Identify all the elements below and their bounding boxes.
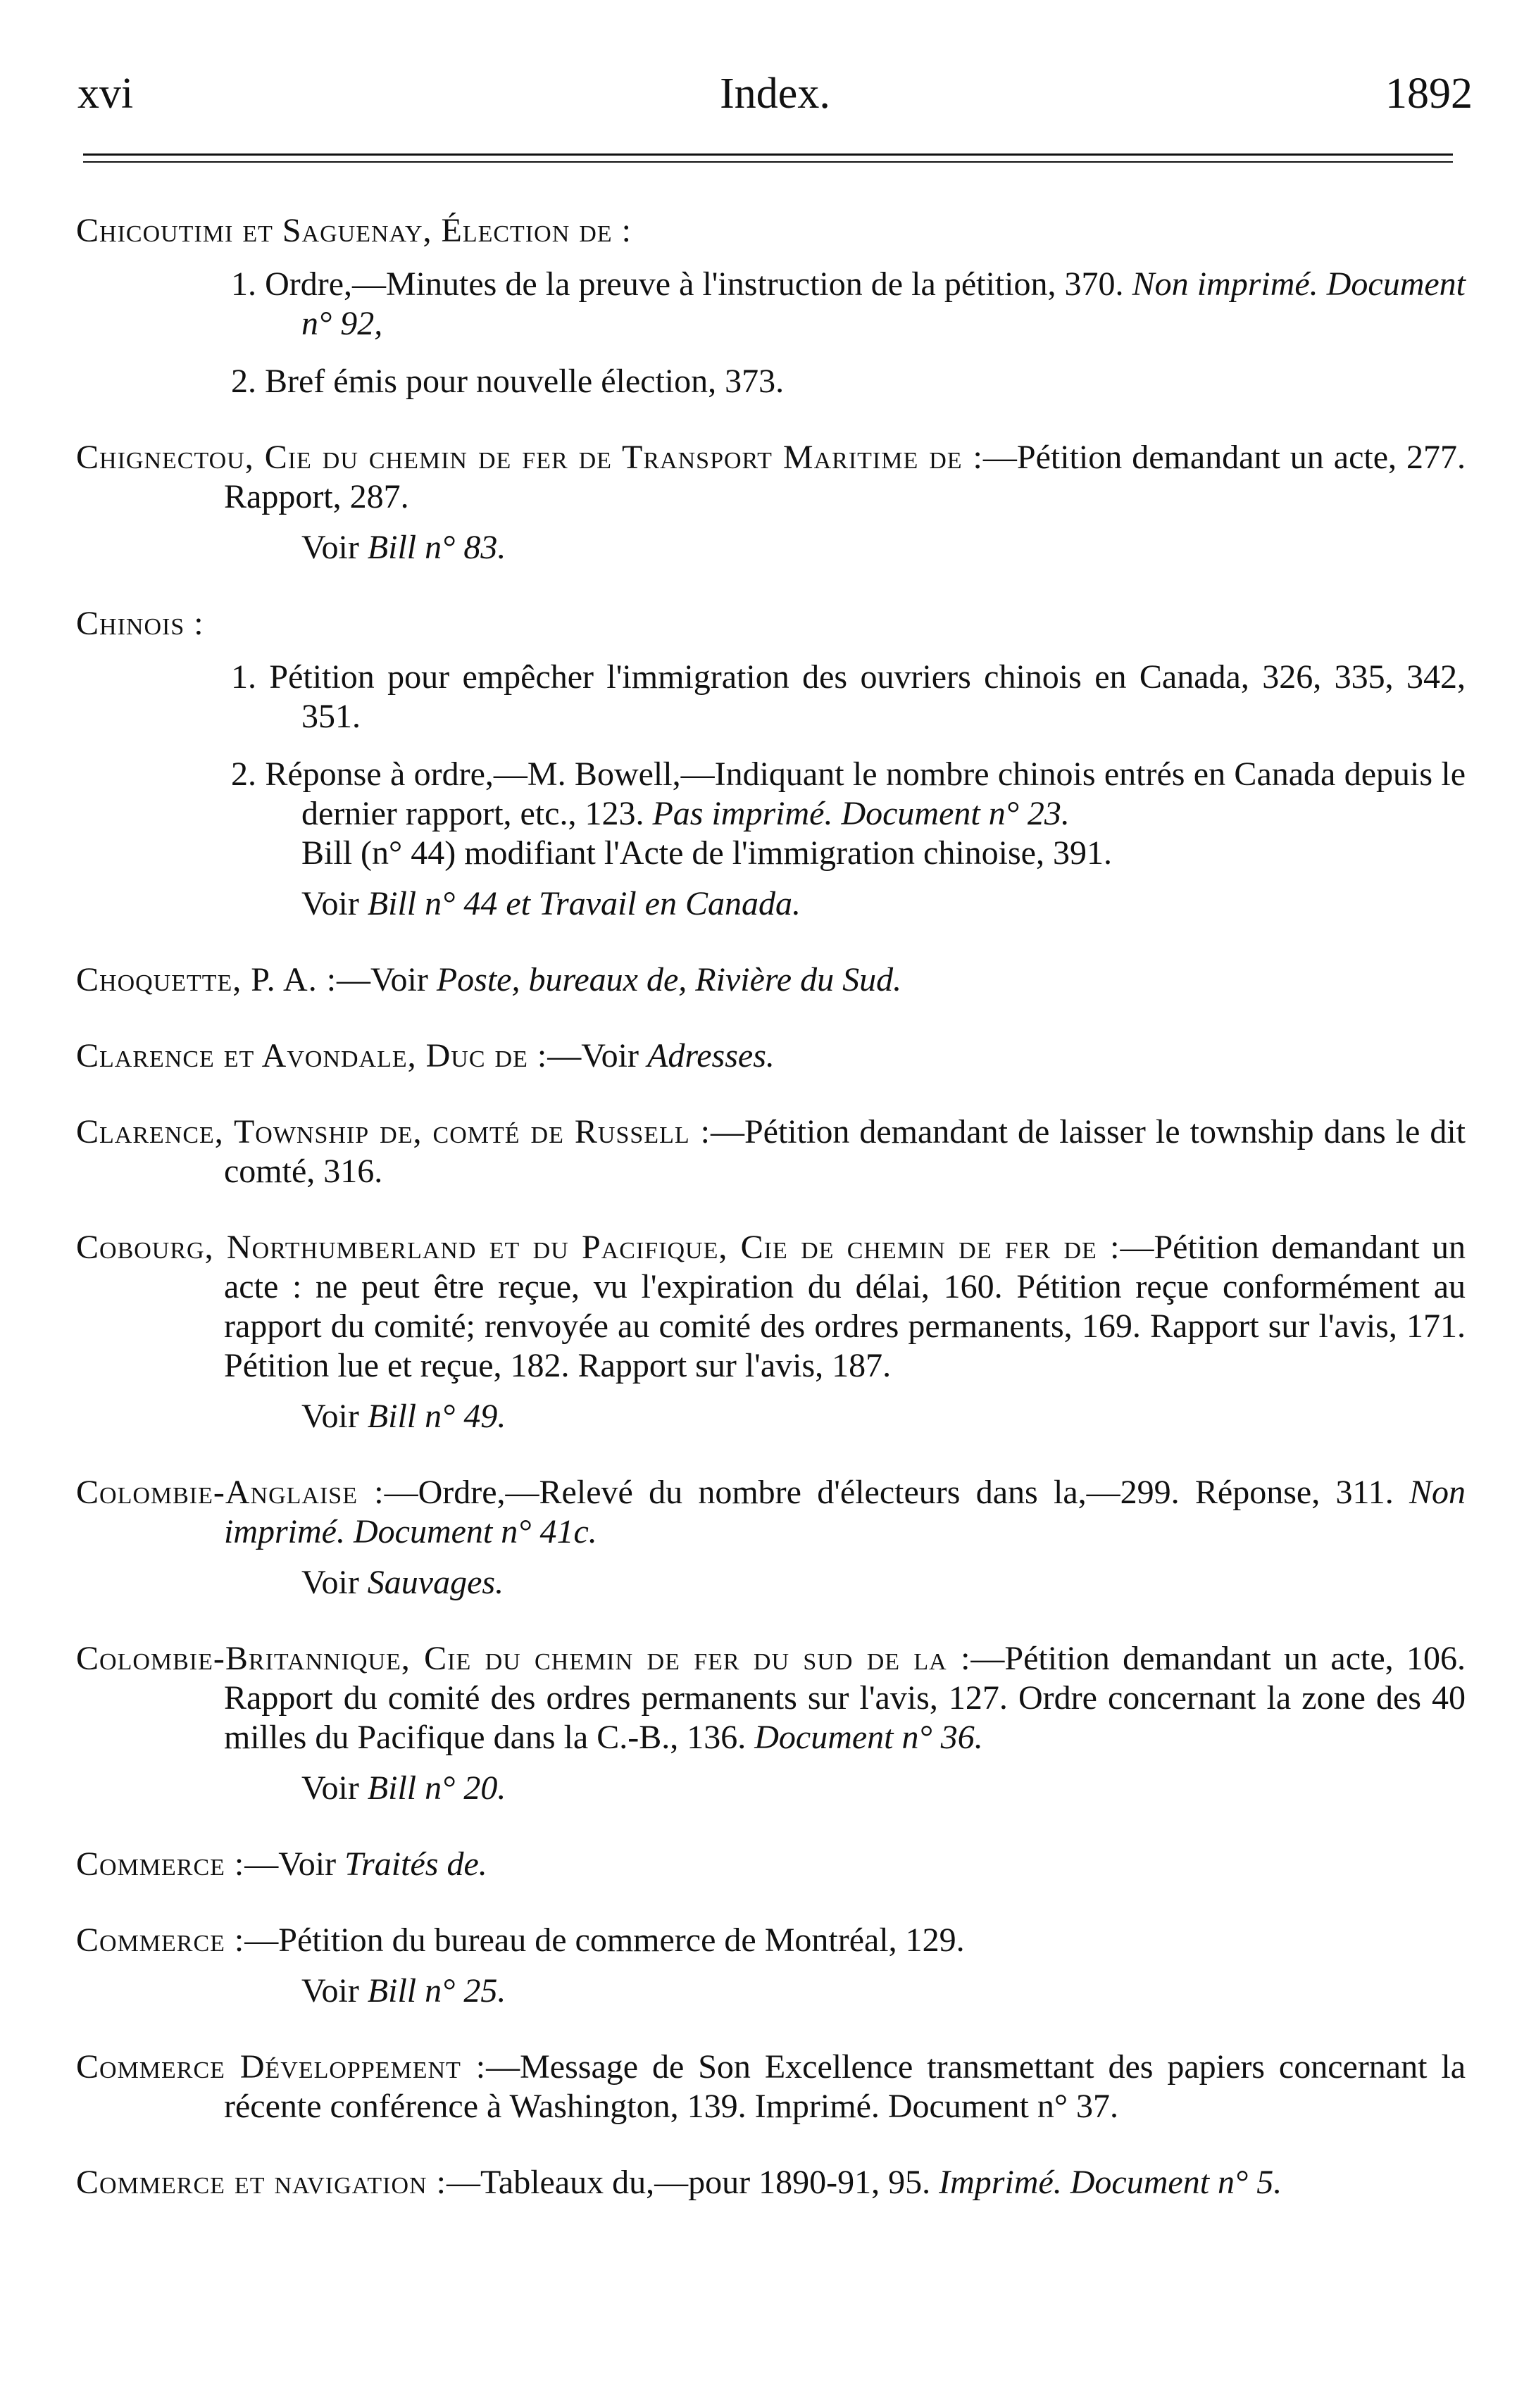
index-entry — [76, 604, 1466, 924]
entry-heading: Chicoutimi et Saguenay, Élection de : — [76, 212, 632, 249]
see-also-prefix: Voir — [301, 885, 359, 922]
entry-body-italic: Traités de. — [344, 1845, 487, 1883]
entry-heading: Chignectou, Cie du chemin de fer de Transport Maritime de : — [76, 439, 983, 476]
see-also — [76, 1397, 1466, 1436]
entry-body: —Tableaux du,—pour 1890-91, 95. — [446, 2164, 931, 2201]
entry-subitem — [76, 362, 1466, 401]
index-entry — [76, 1112, 1466, 1191]
entry-body: —Voir — [547, 1037, 639, 1074]
subitem-text: Réponse à ordre,—M. Bowell,—Indiquant le nombre chinois entrés en Canada depuis le dernier rapport, etc., 123. — [265, 755, 1466, 832]
entry-body: —Pétition du bureau de commerce de Montréal, 129. — [244, 1921, 965, 1959]
entry-heading: Colombie-Anglaise : — [76, 1474, 385, 1511]
index-entry — [76, 2048, 1466, 2126]
entry-heading: Cobourg, Northumberland et du Pacifique, Cie de chemin de fer de : — [76, 1229, 1120, 1266]
see-also — [76, 528, 1466, 567]
page-year: 1892 — [1385, 70, 1473, 118]
entry-body-italic: Imprimé. Document n° 5. — [939, 2164, 1282, 2201]
entry-body: —Pétition demandant de laisser le township dans le dit comté, 316. — [224, 1113, 1466, 1190]
subitem-italic: Non imprimé. Document n° 92, — [301, 265, 1466, 342]
entry-body: —Message de Son Excellence transmettant des papiers concernant la récente conférence à Washington, 139. Imprimé. Document n° 37. — [224, 2048, 1466, 2125]
see-also — [76, 1971, 1466, 2011]
see-also-target: Bill n° 25. — [367, 1972, 506, 2009]
entry-body: —Pétition demandant un acte, 277. Rapport, 287. — [224, 439, 1466, 515]
subitem-number: 2. — [231, 363, 256, 400]
entry-heading: Clarence, Township de, comté de Russell : — [76, 1113, 711, 1150]
index-entry — [76, 1036, 1466, 1076]
entry-extra: Bill (n° 44) modifiant l'Acte de l'immigration chinoise, 391. — [301, 834, 1112, 872]
see-also-prefix: Voir — [301, 1972, 359, 2009]
see-also-target: Bill n° 44 et Travail en Canada. — [367, 885, 801, 922]
see-also — [76, 1563, 1466, 1603]
entry-body-italic: Poste, bureaux de, Rivière du Sud. — [436, 961, 902, 998]
entry-heading: Choquette, P. A. : — [76, 961, 337, 998]
subitem-text: Bref émis pour nouvelle élection, 373. — [265, 363, 785, 400]
entry-body: —Ordre,—Relevé du nombre d'électeurs dans la,—299. Réponse, 311. — [384, 1474, 1394, 1511]
see-also — [76, 884, 1466, 924]
see-also-prefix: Voir — [301, 1564, 359, 1601]
see-also-target: Bill n° 83. — [367, 529, 506, 566]
page-header — [77, 69, 1473, 125]
index-entry — [76, 211, 1466, 401]
index-content — [76, 211, 1466, 2239]
entry-subitem — [76, 755, 1466, 834]
see-also-target: Bill n° 20. — [367, 1769, 506, 1807]
entry-subitem — [76, 658, 1466, 736]
index-entry — [76, 438, 1466, 567]
entry-body: —Pétition demandant un acte, 106. Rapport du comité des ordres permanents sur l'avis, 127. Ordre concernant la zone des 40 milles du Pacifique dans la C.-B., 136. — [224, 1640, 1466, 1756]
see-also-prefix: Voir — [301, 529, 359, 566]
entry-heading: Commerce Développement : — [76, 2048, 487, 2086]
entry-subitem — [76, 265, 1466, 344]
entry-body-italic: Document n° 36. — [754, 1719, 983, 1756]
subitem-text: Pétition pour empêcher l'immigration des ouvriers chinois en Canada, 326, 335, 342, 351. — [269, 658, 1466, 735]
subitem-italic: Pas imprimé. Document n° 23. — [652, 795, 1070, 832]
see-also-prefix: Voir — [301, 1769, 359, 1807]
index-entry — [76, 1845, 1466, 1884]
subitem-number: 1. — [231, 265, 256, 303]
entry-heading: Clarence et Avondale, Duc de : — [76, 1037, 548, 1074]
subitem-text: Ordre,—Minutes de la preuve à l'instruction de la pétition, 370. — [265, 265, 1124, 303]
entry-body: —Pétition demandant un acte : ne peut être reçue, vu l'expiration du délai, 160. Pétition reçue conformément au rapport du comité; renvoyée au comité des ordres permanents, 169. Rapport sur l'avis, 171. Pétition lue et reçue, 182. Rapport sur l'avis, 187. — [224, 1229, 1466, 1384]
entry-body: —Voir — [244, 1845, 337, 1883]
index-entry — [76, 1228, 1466, 1436]
index-entry — [76, 1473, 1466, 1603]
entry-heading: Chinois : — [76, 605, 204, 642]
index-entry — [76, 1921, 1466, 2011]
entry-heading: Colombie-Britannique, Cie du chemin de fer du sud de la : — [76, 1640, 971, 1677]
page-number: xvi — [77, 70, 134, 118]
index-entry — [76, 1639, 1466, 1808]
header-rule-top — [83, 153, 1453, 156]
see-also-target: Bill n° 49. — [367, 1398, 506, 1435]
entry-body-italic: Non imprimé. Document n° 41c. — [224, 1474, 1466, 1550]
header-rule-bottom — [83, 161, 1453, 163]
index-entry — [76, 2163, 1466, 2202]
entry-heading: Commerce : — [76, 1845, 245, 1883]
see-also-prefix: Voir — [301, 1398, 359, 1435]
subitem-number: 1. — [231, 658, 256, 696]
subitem-number: 2. — [231, 755, 256, 793]
entry-heading: Commerce : — [76, 1921, 245, 1959]
entry-body: —Voir — [337, 961, 428, 998]
entry-heading: Commerce et navigation : — [76, 2164, 447, 2201]
page-title: Index. — [720, 70, 830, 118]
see-also — [76, 1769, 1466, 1808]
index-entry — [76, 960, 1466, 1000]
entry-body-italic: Adresses. — [647, 1037, 775, 1074]
see-also-target: Sauvages. — [367, 1564, 504, 1601]
